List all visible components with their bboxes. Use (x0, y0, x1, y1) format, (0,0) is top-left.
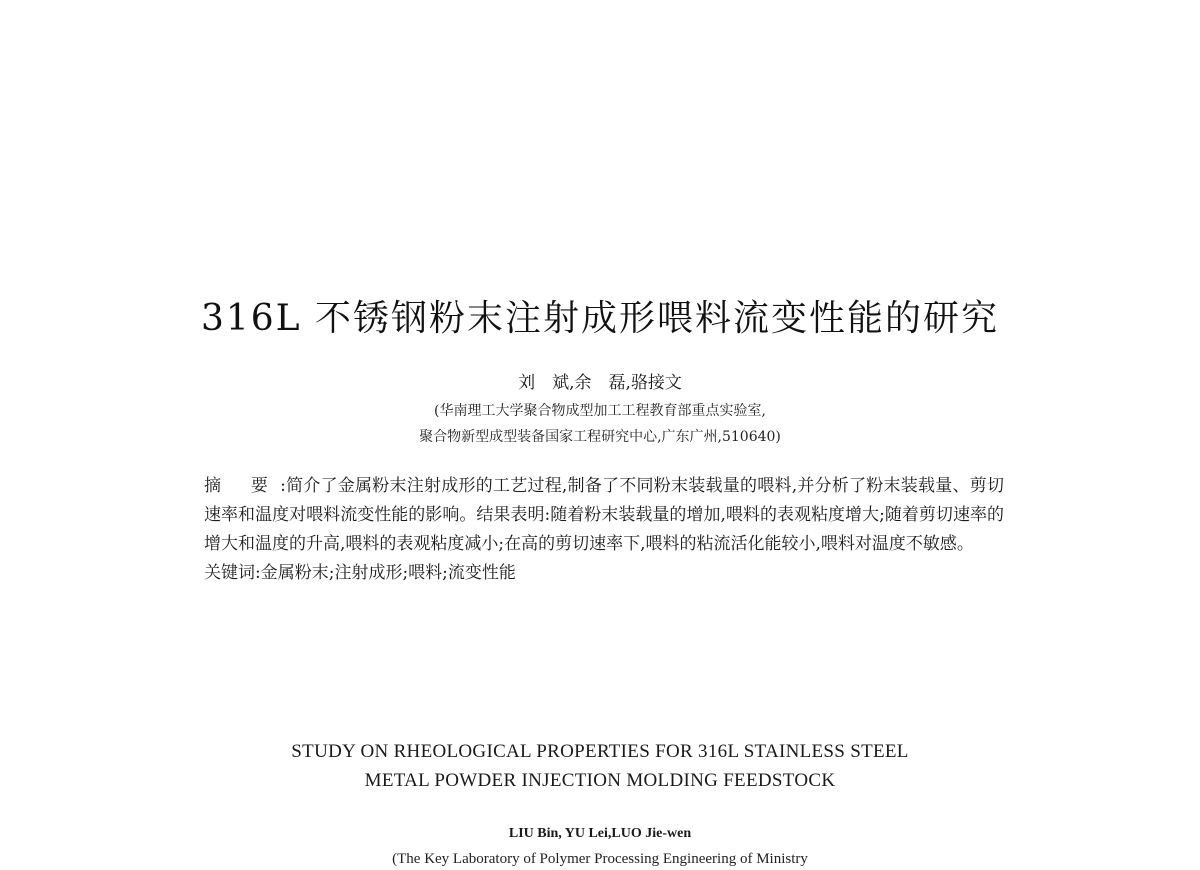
abstract-paragraph (204, 472, 1004, 559)
english-title-line-1: STUDY ON RHEOLOGICAL PROPERTIES FOR 316L STAINLESS STEEL (291, 741, 909, 762)
chinese-title: 316L 不锈钢粉末注射成形喂料流变性能的研究 (200, 298, 1000, 339)
keywords-label: 关键词 (204, 563, 255, 583)
chinese-authors: 刘 斌,余 磊,骆接文 (518, 373, 682, 393)
english-title (0, 737, 1200, 795)
abstract-block (204, 472, 1004, 588)
english-title-line-2: METAL POWDER INJECTION MOLDING FEEDSTOCK (364, 770, 836, 791)
abstract-text: :简介了金属粉末注射成形的工艺过程,制备了不同粉末装载量的喂料,并分析了粉末装载量、剪切速率和温度对喂料流变性能的影响。结果表明:随着粉末装载量的增加,喂料的表观粘度增大;随着剪切速率的增大和温度的升高,喂料的表观粘度减小;在高的剪切速率下,喂料的粘流活化能较小,喂料对温度不敏感。 (204, 476, 1004, 554)
english-affiliation: (The Key Laboratory of Polymer Processing Engineering of Ministry (392, 851, 808, 867)
abstract-label: 摘 要 (204, 476, 281, 496)
chinese-affiliation-line-1: (华南理工大学聚合物成型加工工程教育部重点实验室, (434, 403, 766, 419)
english-authors: LIU Bin, YU Lei,LUO Jie-wen (508, 826, 692, 841)
keywords-text: :金属粉末;注射成形;喂料;流变性能 (255, 563, 516, 583)
chinese-affiliation-line-2: 聚合物新型成型装备国家工程研究中心,广东广州,510640) (419, 429, 781, 445)
keywords-paragraph (204, 559, 1004, 588)
